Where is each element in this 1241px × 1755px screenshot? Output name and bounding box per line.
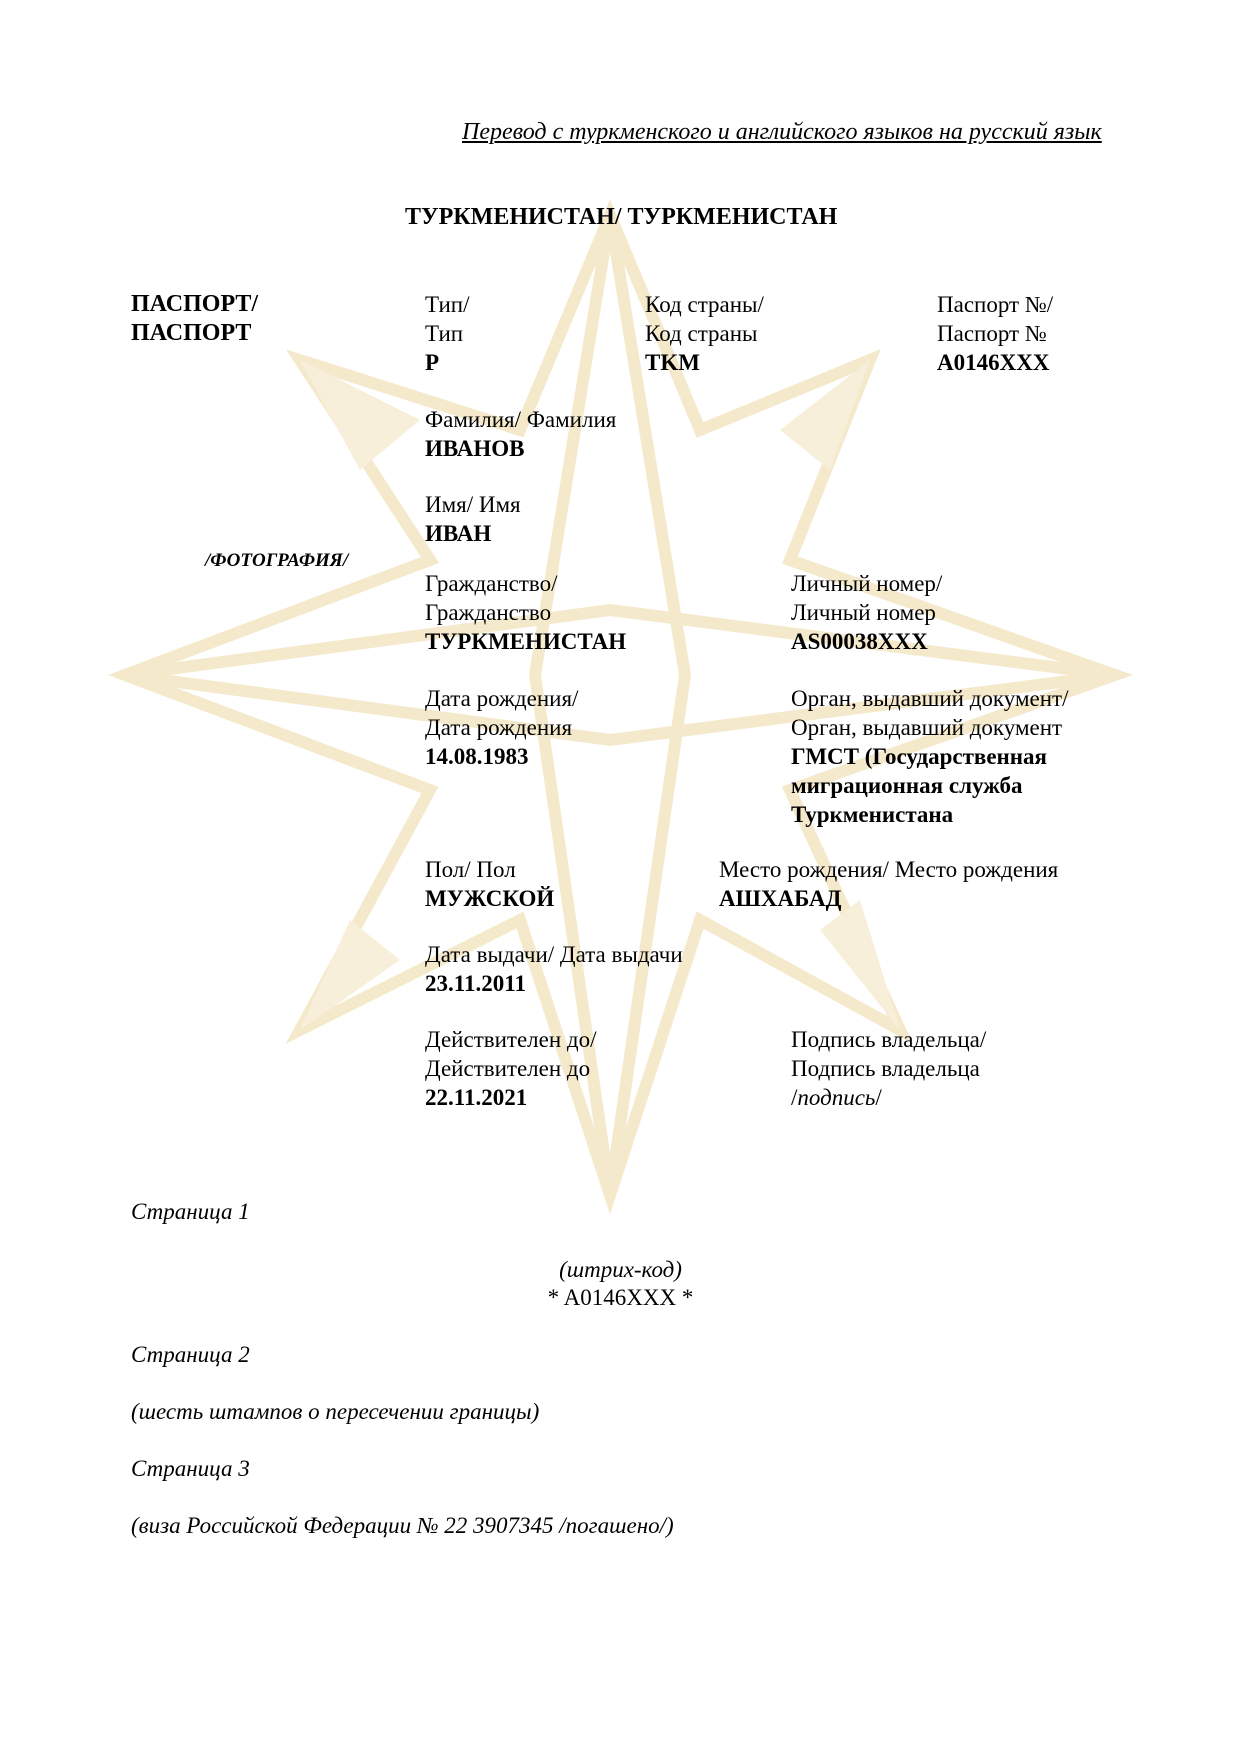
holder-signature-field xyxy=(791,1025,986,1112)
document-type-line2: ПАСПОРТ xyxy=(131,320,252,346)
holder-signature-label-1: Подпись владельца/ xyxy=(791,1027,987,1052)
country-code-label-1: Код страны/ xyxy=(645,292,764,317)
issuing-authority-value-2: миграционная служба xyxy=(791,773,1023,798)
barcode-label: (штрих-код) xyxy=(559,1257,682,1282)
nationality-value: ТУРКМЕНИСТАН xyxy=(425,629,627,654)
nationality-label-1: Гражданство/ xyxy=(425,571,558,596)
expiry-date-label-2: Действителен до xyxy=(425,1056,591,1081)
passport-number-value: A0146XXX xyxy=(937,350,1050,375)
type-label-2: Тип xyxy=(425,321,464,346)
surname-value: ИВАНОВ xyxy=(425,436,525,461)
birth-date-value: 14.08.1983 xyxy=(425,744,529,769)
page-1-heading: Страница 1 xyxy=(131,1199,250,1224)
personal-number-field xyxy=(791,569,942,656)
sex-label: Пол/ Пол xyxy=(425,857,516,882)
expiry-date-field xyxy=(425,1025,597,1112)
country-code-value: TKM xyxy=(645,350,700,375)
translation-note: Перевод с туркменского и английского языков на русский язык xyxy=(462,119,1102,145)
issue-date-label: Дата выдачи/ Дата выдачи xyxy=(425,942,683,967)
passport-number-field xyxy=(937,290,1053,377)
document-type xyxy=(131,290,258,348)
page-2-note: (шесть штампов о пересечении границы) xyxy=(131,1399,540,1424)
issuing-authority-value-1: ГМСТ (Государственная xyxy=(791,744,1047,769)
birth-date-label-1: Дата рождения/ xyxy=(425,686,579,711)
holder-signature-text: подпись xyxy=(797,1085,876,1110)
holder-signature-label-2: Подпись владельца xyxy=(791,1056,980,1081)
country-title: ТУРКМЕНИСТАН/ ТУРКМЕНИСТАН xyxy=(405,204,838,230)
document-type-line1: ПАСПОРТ/ xyxy=(131,291,259,317)
barcode-value: * A0146XXX * xyxy=(547,1285,694,1310)
country-code-label-2: Код страны xyxy=(645,321,758,346)
country-code-field xyxy=(645,290,764,377)
expiry-date-label-1: Действителен до/ xyxy=(425,1027,597,1052)
birth-date-field xyxy=(425,684,578,771)
type-label-1: Тип/ xyxy=(425,292,470,317)
holder-signature-value xyxy=(791,1083,986,1112)
issuing-authority-field xyxy=(791,684,1068,829)
issue-date-value: 23.11.2011 xyxy=(425,971,526,996)
issuing-authority-value-3: Туркменистана xyxy=(791,802,954,827)
holder-signature-prefix: / xyxy=(791,1085,798,1110)
page-3-note: (виза Российской Федерации № 22 3907345 /погашено/) xyxy=(131,1513,674,1538)
given-name-label: Имя/ Имя xyxy=(425,492,521,517)
birth-date-label-2: Дата рождения xyxy=(425,715,573,740)
birth-place-label: Место рождения/ Место рождения xyxy=(719,857,1059,882)
passport-number-label-1: Паспорт №/ xyxy=(937,292,1054,317)
personal-number-label-1: Личный номер/ xyxy=(791,571,943,596)
personal-number-value: AS00038XXX xyxy=(791,629,928,654)
type-field xyxy=(425,290,469,377)
birth-place-field xyxy=(719,855,1058,913)
expiry-date-value: 22.11.2021 xyxy=(425,1085,528,1110)
holder-signature-suffix: / xyxy=(875,1085,882,1110)
photo-placeholder-note: /ФОТОГРАФИЯ/ xyxy=(205,550,349,571)
nationality-field xyxy=(425,569,626,656)
surname-field xyxy=(425,405,616,463)
page-3-heading: Страница 3 xyxy=(131,1456,250,1481)
sex-value: МУЖСКОЙ xyxy=(425,886,555,911)
given-name-field xyxy=(425,490,521,548)
issuing-authority-label-1: Орган, выдавший документ/ xyxy=(791,686,1069,711)
page-2-heading: Страница 2 xyxy=(131,1342,250,1367)
birth-place-value: АШХАБАД xyxy=(719,886,842,911)
issuing-authority-label-2: Орган, выдавший документ xyxy=(791,715,1063,740)
surname-label: Фамилия/ Фамилия xyxy=(425,407,617,432)
passport-number-label-2: Паспорт № xyxy=(937,321,1047,346)
personal-number-label-2: Личный номер xyxy=(791,600,936,625)
nationality-label-2: Гражданство xyxy=(425,600,552,625)
issue-date-field xyxy=(425,940,683,998)
sex-field xyxy=(425,855,554,913)
given-name-value: ИВАН xyxy=(425,521,492,546)
type-value: P xyxy=(425,350,440,375)
